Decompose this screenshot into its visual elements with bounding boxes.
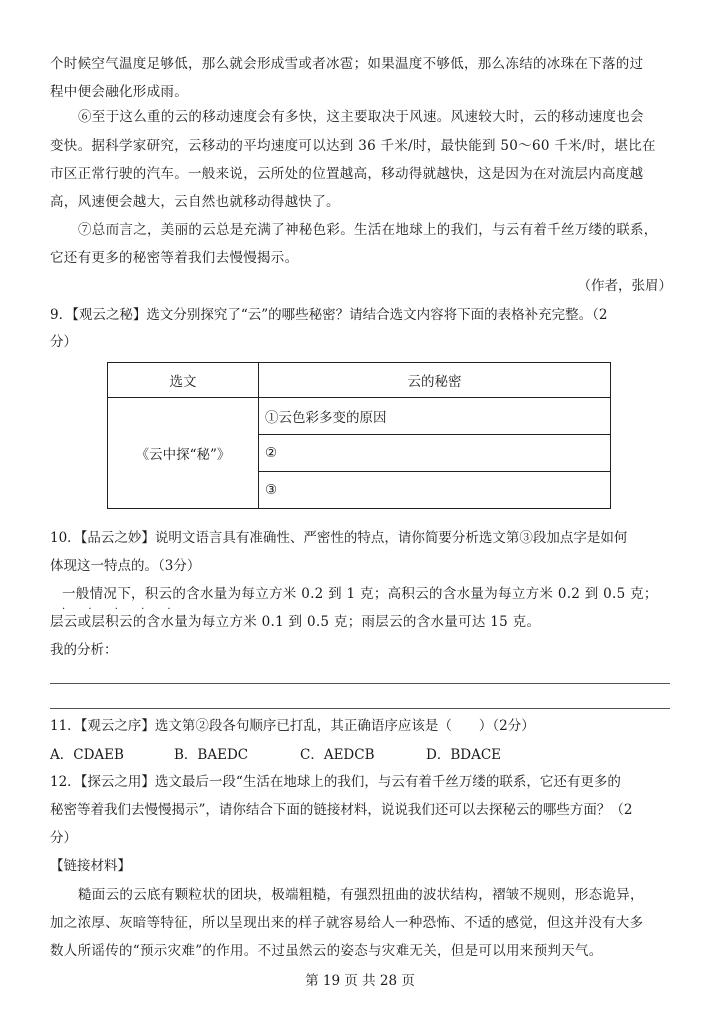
page-footer: 第 19 页 共 28 页 [305, 973, 415, 989]
answer-line[interactable] [50, 708, 670, 709]
emphasis-dots: · · · · · [62, 604, 181, 615]
question-12-cont: 分） [50, 830, 77, 846]
table-header-row [108, 363, 611, 398]
material-line: 加之浓厚、灰暗等特征，所以呈现出来的样子就容易给人一种恐怖、不适的感觉，但这并没有大多 [50, 915, 644, 931]
passage-line: 程中便会融化形成雨。 [50, 84, 188, 100]
material-line: 数人所谣传的“预示灾难”的作用。不过虽然云的姿态与灾难无关，但是可以用来预判天气。 [50, 943, 603, 959]
material-line: 糙面云的云底有颗粒状的团块，极端粗糙，有强烈扭曲的波状结构，褶皱不规则，形态诡异， [78, 887, 644, 903]
quote-line: 一般情况下，积云的含水量为每立方米 0.2 到 1 克；高积云的含水量为每立方米 0.2 到 0.5 克； [62, 586, 658, 602]
question-9: 9．【观云之秘】选文分别探究了“云”的哪些秘密？请结合选文内容将下面的表格补充完整。（2 [50, 307, 608, 323]
option-b[interactable]: B．BAEDC [174, 747, 249, 763]
table-cell-secret-3[interactable]: ③ [259, 472, 611, 509]
question-12: 12．【探云之用】选文最后一段“生活在地球上的我们，与云有着千丝万缕的联系，它还有更多的 [50, 774, 621, 790]
author-credit: （作者，张眉） [577, 278, 672, 294]
table-text-title: 《云中探“秘”》 [108, 398, 259, 509]
table-header-secret: 云的秘密 [259, 363, 611, 398]
passage-line: 变快。据科学家研究，云移动的平均速度可以达到 36 千米/时，最快能到 50～60 千米/时，堪比在 [50, 138, 656, 154]
question-11: 11．【观云之序】选文第②段各句顺序已打乱，其正确语序应该是（ ）（2分） [50, 718, 535, 734]
paragraph-7: ⑦总而言之，美丽的云总是充满了神秘色彩。生活在地球上的我们，与云有着千丝万缕的联系， [78, 222, 658, 238]
question-10: 10．【品云之妙】说明文语言具有准确性、严密性的特点，请你简要分析选文第③段加点字是如何 [50, 530, 628, 546]
passage-line: 高，风速便会越大，云自然也就移动得越快了。 [50, 194, 340, 210]
passage-line: 它还有更多的秘密等着我们去慢慢揭示。 [50, 250, 299, 266]
analysis-label: 我的分析： [50, 642, 118, 658]
paragraph-6: ⑥至于这么重的云的移动速度会有多快，这主要取决于风速。风速较大时，云的移动速度也会 [78, 109, 644, 125]
question-9-cont: 分） [50, 334, 77, 350]
quote-line: 层云或层积云的含水量为每立方米 0.1 到 0.5 克；雨层云的含水量可达 15 克。 [50, 614, 541, 630]
passage-line: 市区正常行驶的汽车。一般来说，云所处的位置越高，移动得就越快，这是因为在对流层内高度越 [50, 166, 644, 182]
option-c[interactable]: C．AEDCB [300, 747, 375, 763]
table-row [108, 398, 611, 435]
table-cell-secret-2[interactable]: ② [259, 435, 611, 472]
passage-line: 个时候空气温度足够低，那么就会形成雪或者冰雹；如果温度不够低，那么冻结的冰珠在下落的过 [50, 56, 644, 72]
option-d[interactable]: D．BDACE [426, 747, 502, 763]
option-a[interactable]: A．CDAEB [50, 747, 124, 763]
question-11-options [50, 749, 672, 763]
question-10-cont: 体现这一特点的。（3分） [50, 558, 201, 574]
cloud-secrets-table [107, 362, 611, 509]
question-12-cont: 秘密等着我们去慢慢揭示”，请你结合下面的链接材料，说说我们还可以去探秘云的哪些方面？（2 [50, 802, 633, 818]
table-header-text: 选文 [108, 363, 259, 398]
answer-line[interactable] [50, 683, 670, 684]
table-cell-secret-1[interactable]: ①云色彩多变的原因 [259, 398, 611, 435]
link-material-label: 【链接材料】 [50, 858, 131, 874]
